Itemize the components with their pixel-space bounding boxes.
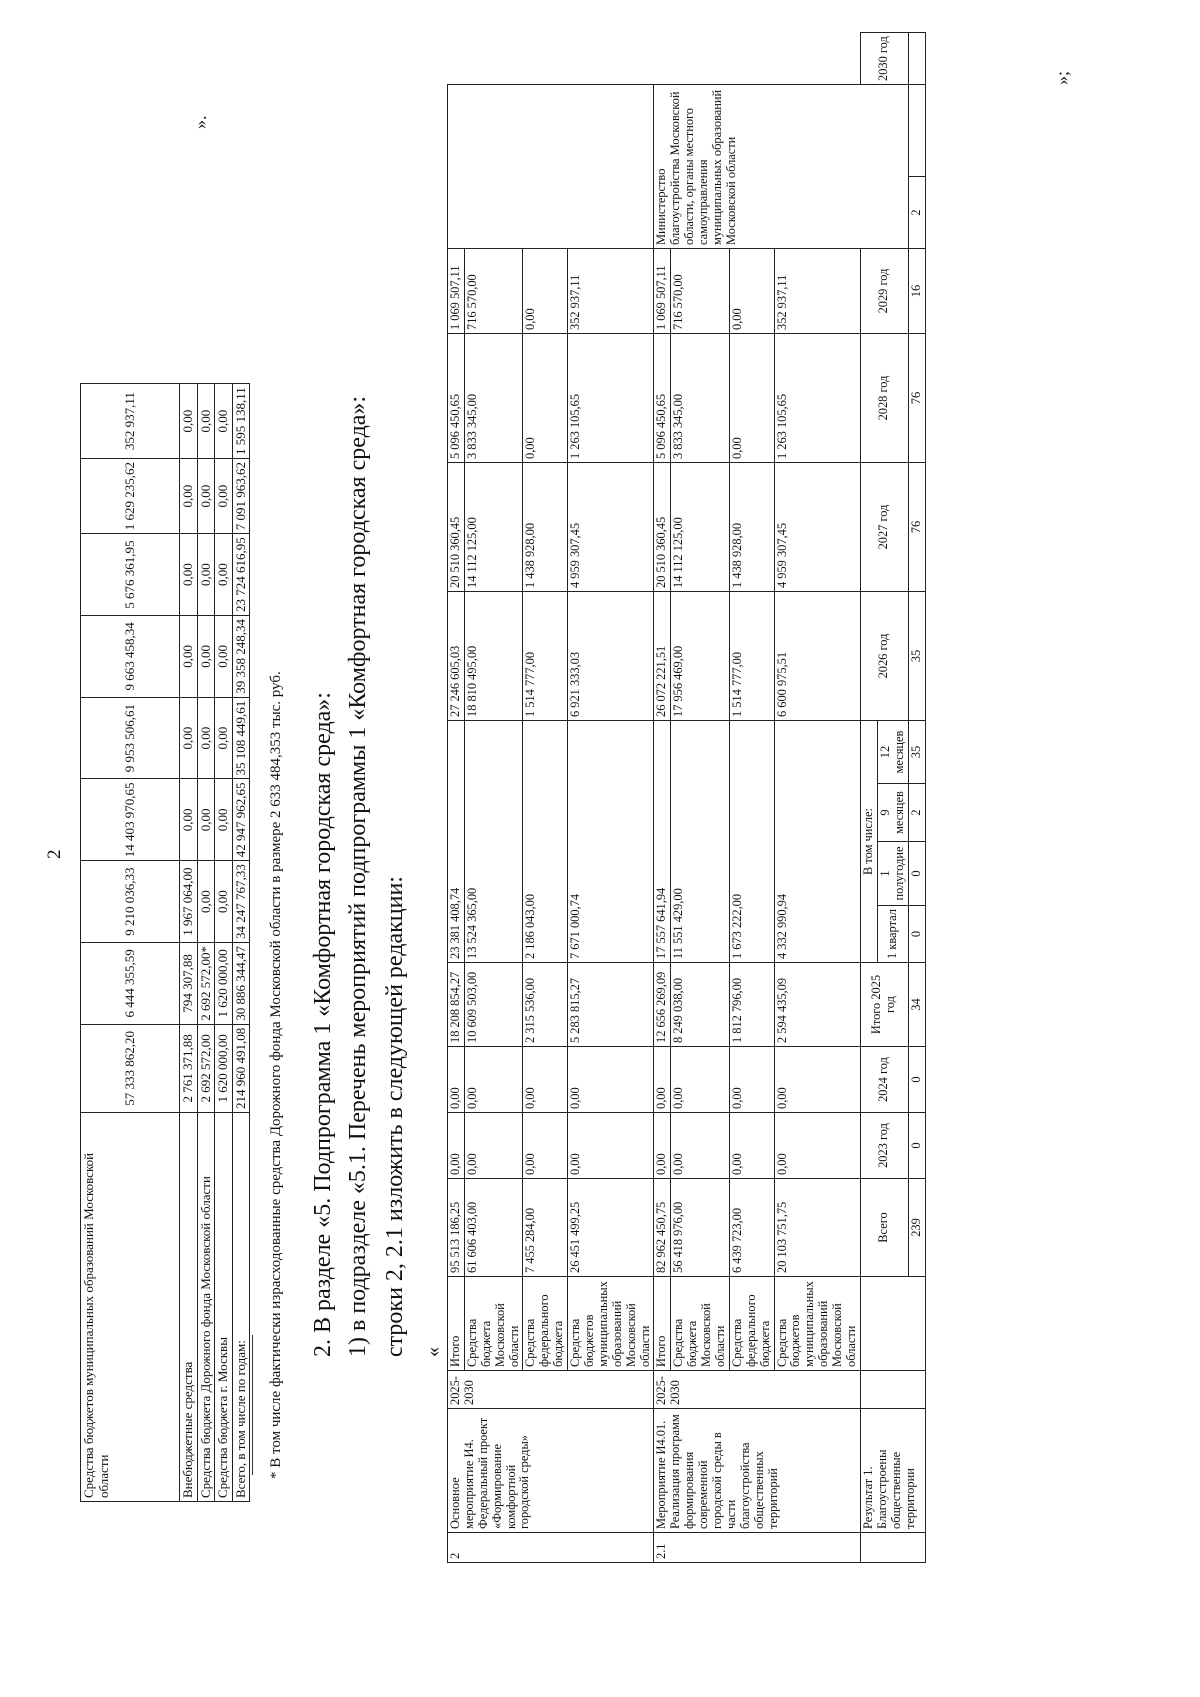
funding-row-value: 0,00: [197, 861, 215, 943]
cell-2024: 0,00: [523, 1047, 568, 1113]
result-h-total: Всего: [860, 1179, 908, 1277]
funding-row-value: 0,00: [197, 384, 215, 459]
cell-2023: 0,00: [654, 1113, 671, 1179]
cell-2029: 1 263 105,65: [774, 334, 860, 463]
row-2-federal: [523, 33, 568, 1563]
subsection-heading: 1) в подразделе «5.1. Перечень мероприятий подпрограммы 1 «Комфортная городская среда»:: [345, 395, 371, 1357]
cell-2025: 2 594 435,09: [774, 963, 860, 1047]
result-v-2027: 76: [908, 463, 925, 592]
cell-2024: 0,00: [774, 1047, 860, 1113]
result-v-m12: 35: [908, 721, 925, 784]
result-h-q1: 1 квартал: [877, 906, 908, 963]
footnote: * В том числе фактически израсходованные средства Дорожного фонда Московской области в размере 2 633 484,353 тыс. руб.: [268, 671, 284, 1479]
cell-2025: 10 609 503,00: [464, 963, 523, 1047]
funding-row-value: 0,00: [197, 459, 215, 534]
funding-row-value: 352 937,11: [81, 384, 180, 459]
result-h-2023: 2023 год: [860, 1113, 908, 1179]
funding-summary-table: [80, 383, 250, 1502]
funding-row-value: 1 620 000,00: [215, 943, 233, 1025]
activities-table-close-mark: »;: [1052, 70, 1072, 85]
source-label: Средства федерального бюджета: [523, 1277, 568, 1371]
result-h-2026: 2026 год: [860, 592, 908, 721]
funding-row-value: 0,00: [180, 616, 198, 698]
cell-2024: 0,00: [729, 1047, 774, 1113]
funding-row-value: 0,00: [180, 384, 198, 459]
funding-row-value: 23 724 616,95: [232, 534, 250, 616]
cell-2025: 5 283 815,27: [568, 963, 654, 1047]
cell-2029: 3 833 345,00: [464, 334, 523, 463]
cell-2023: 0,00: [729, 1113, 774, 1179]
funding-row-value: 9 953 506,61: [81, 697, 180, 779]
funding-row: [215, 384, 233, 1502]
funding-row-value: 34 247 767,33: [232, 861, 250, 943]
funding-row-label: Всего, в том числе по годам:: [232, 1113, 250, 1502]
cell-2026: 1 673 222,00: [729, 721, 774, 963]
funding-row-value: 42 947 962,65: [232, 779, 250, 861]
cell-2023: 0,00: [671, 1113, 730, 1179]
section-heading: 2. В разделе «5. Подпрограмма 1 «Комфортная городская среда»:: [310, 692, 336, 1357]
row-2-1-regional: [671, 33, 730, 1563]
funding-row-value: 0,00: [215, 616, 233, 698]
cell-2024: 0,00: [671, 1047, 730, 1113]
funding-row-value: 39 358 248,34: [232, 616, 250, 698]
funding-row-value: 0,00: [197, 779, 215, 861]
source-label: Итого: [448, 1277, 465, 1371]
cell-2027: 26 072 221,51: [654, 592, 671, 721]
open-quote-mark: «: [422, 1347, 444, 1357]
cell-2029: 1 263 105,65: [568, 334, 654, 463]
cell-total: 56 418 976,00: [671, 1179, 730, 1277]
source-label: Итого: [654, 1277, 671, 1371]
funding-row-value: 9 210 036,33: [81, 861, 180, 943]
page-number: 2: [44, 849, 65, 859]
funding-row-value: 0,00: [180, 779, 198, 861]
cell-2029: 0,00: [729, 334, 774, 463]
result-h-2027: 2027 год: [860, 463, 908, 592]
instruction-heading: строки 2, 2.1 изложить в следующей редакции:: [382, 876, 408, 1357]
cell-2027: 27 246 605,03: [448, 592, 465, 721]
cell-2029: 0,00: [523, 334, 568, 463]
result-v-2028: 76: [908, 334, 925, 463]
cell-2028: 20 510 360,45: [654, 463, 671, 592]
cell-2028: 4 959 307,45: [774, 463, 860, 592]
funding-row-value: 0,00: [180, 697, 198, 779]
funding-row-value: 30 886 344,47: [232, 943, 250, 1025]
funding-row-label: Средства бюджета Дорожного фонда Московской области: [197, 1113, 215, 1502]
funding-row-value: 57 333 862,20: [81, 1024, 180, 1112]
row-2-1-total: [654, 33, 671, 1563]
result-v-2024: 0: [908, 1047, 925, 1113]
cell-2030: 352 937,11: [568, 249, 654, 334]
funding-row-label: Средства бюджета г. Москвы: [215, 1113, 233, 1502]
cell-2027: 6 600 975,51: [774, 592, 860, 721]
funding-row-value: 0,00: [197, 534, 215, 616]
cell-2027: 1 514 777,00: [729, 592, 774, 721]
cell-2024: 0,00: [568, 1047, 654, 1113]
result-header-row: [860, 33, 877, 1563]
funding-row-value: 1 967 064,00: [180, 861, 198, 943]
funding-row-value: 1 620 000,00: [215, 1024, 233, 1112]
result-h-2024: 2024 год: [860, 1047, 908, 1113]
cell-2028: 14 112 125,00: [464, 463, 523, 592]
source-label: Средства федерального бюджета: [729, 1277, 774, 1371]
cell-2026: 13 524 365,00: [464, 721, 523, 963]
activity-name: Основное мероприятие И4. Федеральный проект «Формирование комфортной городской среды»: [448, 1409, 654, 1533]
cell-2030: 1 069 507,11: [654, 249, 671, 334]
funding-row-value: 9 663 458,34: [81, 616, 180, 698]
result-label: Результат 1. Благоустроены общественные территории: [860, 1409, 925, 1533]
result-h-2029: 2029 год: [860, 249, 908, 334]
funding-row: [197, 384, 215, 1502]
cell-total: 61 606 403,00: [464, 1179, 523, 1277]
funding-row-value: 794 307,88: [180, 943, 198, 1025]
cell-2027: 17 956 469,00: [671, 592, 730, 721]
activity-period: 2025-2030: [448, 1371, 654, 1409]
cell-2026: 11 551 429,00: [671, 721, 730, 963]
cell-2023: 0,00: [464, 1113, 523, 1179]
cell-2030: 0,00: [523, 249, 568, 334]
result-v-m9: 2: [908, 784, 925, 842]
funding-row-value: 1 595 138,11: [232, 384, 250, 459]
result-h-2030: 2030 год: [860, 33, 908, 85]
cell-2023: 0,00: [774, 1113, 860, 1179]
source-label: Средства бюджета Московской области: [671, 1277, 730, 1371]
cell-2025: 2 315 536,00: [523, 963, 568, 1047]
funding-row-label: Внебюджетные средства: [180, 1113, 198, 1502]
cell-2025: 8 249 038,00: [671, 963, 730, 1047]
result-h-h1: 1 полугодие: [877, 842, 908, 906]
row-num: 2: [448, 1533, 654, 1563]
cell-2024: 0,00: [464, 1047, 523, 1113]
cell-2030: 0,00: [729, 249, 774, 334]
row-2-municipal: [568, 33, 654, 1563]
funding-row: [232, 384, 250, 1502]
funding-row-value: 14 403 970,65: [81, 779, 180, 861]
source-label: Средства бюджетов муниципальных образований Московской области: [568, 1277, 654, 1371]
row-num: 2.1: [654, 1533, 860, 1563]
result-v-h1: 0: [908, 842, 925, 906]
result-v-2025: 34: [908, 963, 925, 1047]
funding-row-value: 0,00: [197, 616, 215, 698]
cell-2024: 0,00: [654, 1047, 671, 1113]
cell-2028: 14 112 125,00: [671, 463, 730, 592]
cell-2024: 0,00: [448, 1047, 465, 1113]
executor-cell: [448, 85, 654, 249]
cell-2025: 12 656 269,09: [654, 963, 671, 1047]
result-v-2026: 35: [908, 592, 925, 721]
funding-row-value: 7 091 963,62: [232, 459, 250, 534]
funding-row-value: 1 629 235,62: [81, 459, 180, 534]
cell-2028: 1 438 928,00: [523, 463, 568, 592]
funding-row-value: 0,00: [215, 459, 233, 534]
cell-total: 6 439 723,00: [729, 1179, 774, 1277]
cell-total: 82 962 450,75: [654, 1179, 671, 1277]
funding-table-close-mark: ».: [190, 115, 210, 129]
cell-2027: 1 514 777,00: [523, 592, 568, 721]
cell-2028: 20 510 360,45: [448, 463, 465, 592]
cell-2029: 5 096 450,65: [654, 334, 671, 463]
funding-row-value: 0,00: [180, 534, 198, 616]
activity-period: 2025-2030: [654, 1371, 860, 1409]
cell-2030: 352 937,11: [774, 249, 860, 334]
result-v-2030: 2: [908, 177, 925, 249]
result-h-m12: 12 месяцев: [877, 721, 908, 784]
cell-2027: 6 921 333,03: [568, 592, 654, 721]
cell-total: 26 451 499,25: [568, 1179, 654, 1277]
result-h-2028: 2028 год: [860, 334, 908, 463]
cell-2029: 3 833 345,00: [671, 334, 730, 463]
funding-row-value: 0,00: [215, 861, 233, 943]
funding-row-value: 0,00: [197, 697, 215, 779]
cell-2026: 17 557 641,94: [654, 721, 671, 963]
funding-row-value: 0,00: [215, 779, 233, 861]
row-2-total: [448, 33, 465, 1563]
funding-row-value: 2 692 572,00*: [197, 943, 215, 1025]
row-2-1-municipal: [774, 33, 860, 1563]
cell-total: 95 513 186,25: [448, 1179, 465, 1277]
funding-row-value: 214 960 491,08: [232, 1024, 250, 1112]
cell-2025: 18 208 854,27: [448, 963, 465, 1047]
source-label: Средства бюджетов муниципальных образований Московской области: [774, 1277, 860, 1371]
executor-cell: Министерство благоустройства Московской области, органы местного самоуправления муниципальных образований Московской области: [654, 85, 908, 249]
cell-2026: 7 671 000,74: [568, 721, 654, 963]
funding-row-value: 0,00: [215, 697, 233, 779]
cell-2023: 0,00: [523, 1113, 568, 1179]
funding-row-label: Средства бюджетов муниципальных образований Московской области: [81, 1113, 180, 1502]
cell-2025: 1 812 796,00: [729, 963, 774, 1047]
cell-total: 20 103 751,75: [774, 1179, 860, 1277]
row-2-regional: [464, 33, 523, 1563]
cell-2030: 716 570,00: [671, 249, 730, 334]
cell-2028: 4 959 307,45: [568, 463, 654, 592]
result-v-q1: 0: [908, 906, 925, 963]
cell-2028: 1 438 928,00: [729, 463, 774, 592]
result-h-breakdown: В том числе:: [860, 721, 877, 963]
activity-name: Мероприятие И4.01. Реализация программ формирования современной городской среды в части благоустройства общественных территорий: [654, 1409, 860, 1533]
funding-row-value: 0,00: [215, 534, 233, 616]
cell-2023: 0,00: [448, 1113, 465, 1179]
funding-row-value: 0,00: [215, 384, 233, 459]
cell-2026: 2 186 043,00: [523, 721, 568, 963]
result-h-2025: Итого 2025 год: [860, 963, 908, 1047]
cell-2026: 4 332 990,94: [774, 721, 860, 963]
funding-row-value: 2 692 572,00: [197, 1024, 215, 1112]
funding-row-value: 5 676 361,95: [81, 534, 180, 616]
funding-row-value: 2 761 371,88: [180, 1024, 198, 1112]
cell-2026: 23 381 408,74: [448, 721, 465, 963]
result-v-total: 239: [908, 1179, 925, 1277]
cell-2023: 0,00: [568, 1113, 654, 1179]
cell-2027: 18 810 495,00: [464, 592, 523, 721]
cell-total: 7 455 284,00: [523, 1179, 568, 1277]
footnote-rule: [252, 1335, 253, 1475]
result-v-2029: 16: [908, 249, 925, 334]
cell-2030: 1 069 507,11: [448, 249, 465, 334]
funding-row: [180, 384, 198, 1502]
funding-row: [81, 384, 180, 1502]
result-h-m9: 9 месяцев: [877, 784, 908, 842]
funding-row-value: 35 108 449,61: [232, 697, 250, 779]
cell-2029: 5 096 450,65: [448, 334, 465, 463]
funding-row-value: 0,00: [180, 459, 198, 534]
cell-2030: 716 570,00: [464, 249, 523, 334]
funding-row-value: 6 444 355,59: [81, 943, 180, 1025]
activities-table: [447, 32, 926, 1563]
row-2-1-federal: [729, 33, 774, 1563]
source-label: Средства бюджета Московской области: [464, 1277, 523, 1371]
result-v-2023: 0: [908, 1113, 925, 1179]
